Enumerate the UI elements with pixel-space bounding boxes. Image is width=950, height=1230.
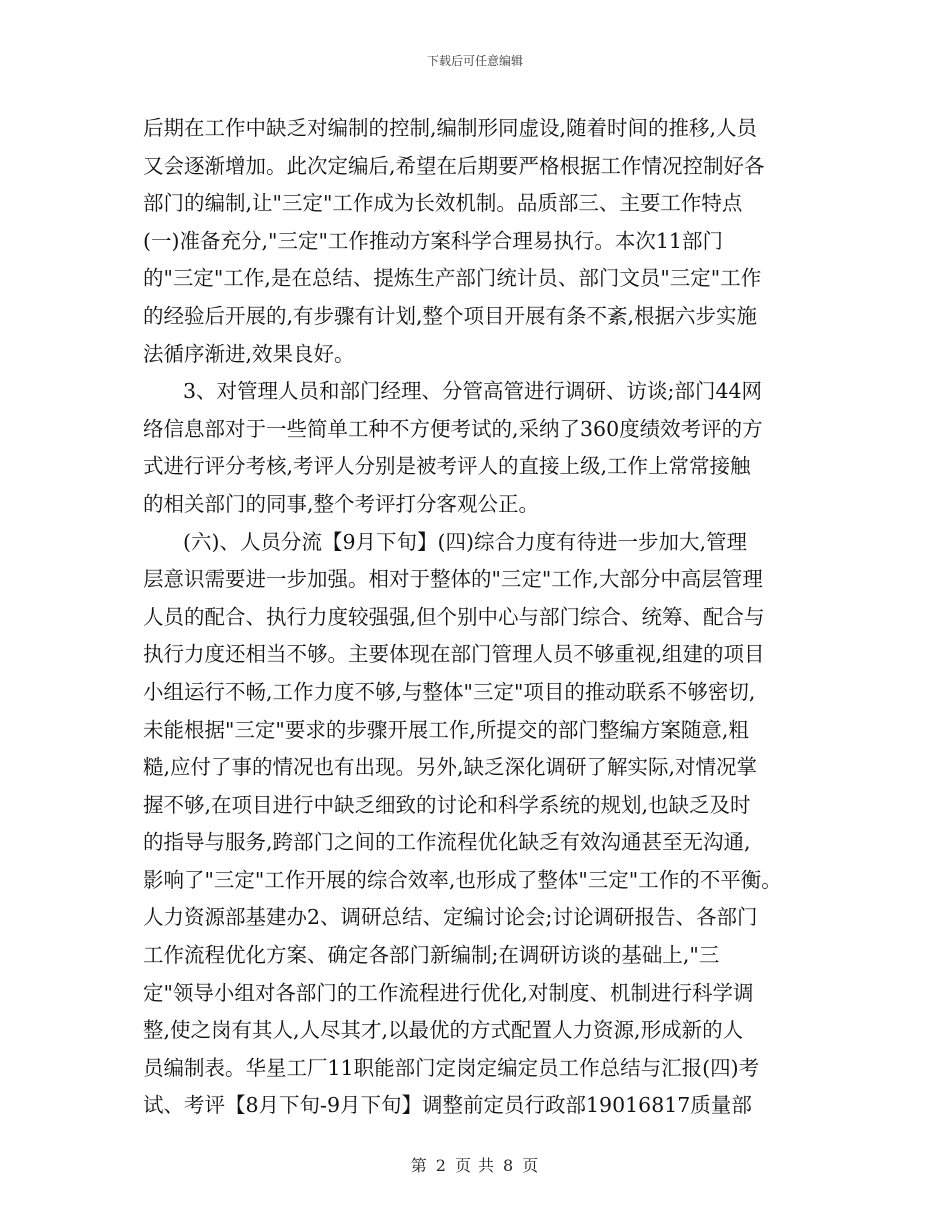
text-line: 定"领导小组对各部门的工作流程进行优化,对制度、机制进行科学调: [143, 980, 754, 1005]
text-line: 的指导与服务,跨部门之间的工作流程优化缺乏有效沟通甚至无沟通,: [143, 830, 751, 855]
text-line: 执行力度还相当不够。主要体现在部门管理人员不够重视,组建的项目: [143, 642, 765, 667]
text-line: 工作流程优化方案、确定各部门新编制;在调研访谈的基础上,"三: [143, 943, 720, 968]
page-number: 2: [435, 1156, 447, 1175]
text-line: 人力资源部基建办2、调研总结、定编讨论会;讨论调研报告、各部门: [143, 905, 758, 930]
text-line: 影响了"三定"工作开展的综合效率,也形成了整体"三定"工作的不平衡。: [143, 867, 782, 892]
text-line: 员编制表。华星工厂11职能部门定岗定编定员工作总结与汇报(四)考: [143, 1055, 760, 1080]
paragraph: [143, 110, 823, 373]
text-line: (六)、人员分流【9月下旬】(四)综合力度有待进一步加大,管理: [183, 529, 748, 554]
text-line: 的相关部门的同事,整个考评打分客观公正。: [143, 491, 540, 516]
text-line: 式进行评分考核,考评人分别是被考评人的直接上级,工作上常常接触: [143, 454, 751, 479]
paragraph: [143, 524, 823, 1126]
text-line: 未能根据"三定"要求的步骤开展工作,所提交的部门整编方案随意,粗: [143, 717, 749, 742]
text-line: 部门的编制,让"三定"工作成为长效机制。品质部三、主要工作特点: [143, 191, 743, 216]
text-line: 人员的配合、执行力度较强强,但个别中心与部门综合、统筹、配合与: [143, 604, 765, 629]
page-header: 下载后可任意编辑: [426, 54, 523, 68]
text-line: (一)准备充分,"三定"工作推动方案科学合理易执行。本次11部门: [143, 228, 723, 253]
text-line: 络信息部对于一些简单工种不方便考试的,采纳了360度绩效考评的方: [143, 416, 763, 441]
page-footer: [0, 1153, 950, 1176]
footer-prefix: 第: [410, 1156, 428, 1175]
text-line: 的"三定"工作,是在总结、提炼生产部门统计员、部门文员"三定"工作: [143, 266, 762, 291]
text-line: 法循序渐进,效果良好。: [143, 341, 355, 366]
text-line: 试、考评【8月下旬-9月下旬】调整前定员行政部19016817质量部: [143, 1093, 752, 1118]
footer-suffix: 页: [522, 1156, 540, 1175]
total-pages: 8: [503, 1156, 515, 1175]
paragraph: [143, 373, 823, 523]
text-line: 小组运行不畅,工作力度不够,与整体"三定"项目的推动联系不够密切,: [143, 679, 756, 704]
text-line: 3、对管理人员和部门经理、分管高管进行调研、访谈;部门44网: [183, 379, 763, 404]
text-line: 握不够,在项目进行中缺乏细致的讨论和科学系统的规划,也缺乏及时: [143, 792, 751, 817]
text-line: 整,使之岗有其人,人尽其才,以最优的方式配置人力资源,形成新的人: [143, 1018, 744, 1043]
document-body: [143, 110, 823, 1125]
footer-middle: 页 共: [454, 1156, 496, 1175]
text-line: 又会逐渐增加。此次定编后,希望在后期要严格根据工作情况控制好各: [143, 153, 765, 178]
text-line: 层意识需要进一步加强。相对于整体的"三定"工作,大部分中高层管理: [143, 567, 763, 592]
text-line: 的经验后开展的,有步骤有计划,整个项目开展有条不紊,根据六步实施: [143, 303, 758, 328]
text-line: 糙,应付了事的情况也有出现。另外,缺乏深化调研了解实际,对情况掌: [143, 755, 758, 780]
text-line: 后期在工作中缺乏对编制的控制,编制形同虚设,随着时间的推移,人员: [143, 116, 758, 140]
